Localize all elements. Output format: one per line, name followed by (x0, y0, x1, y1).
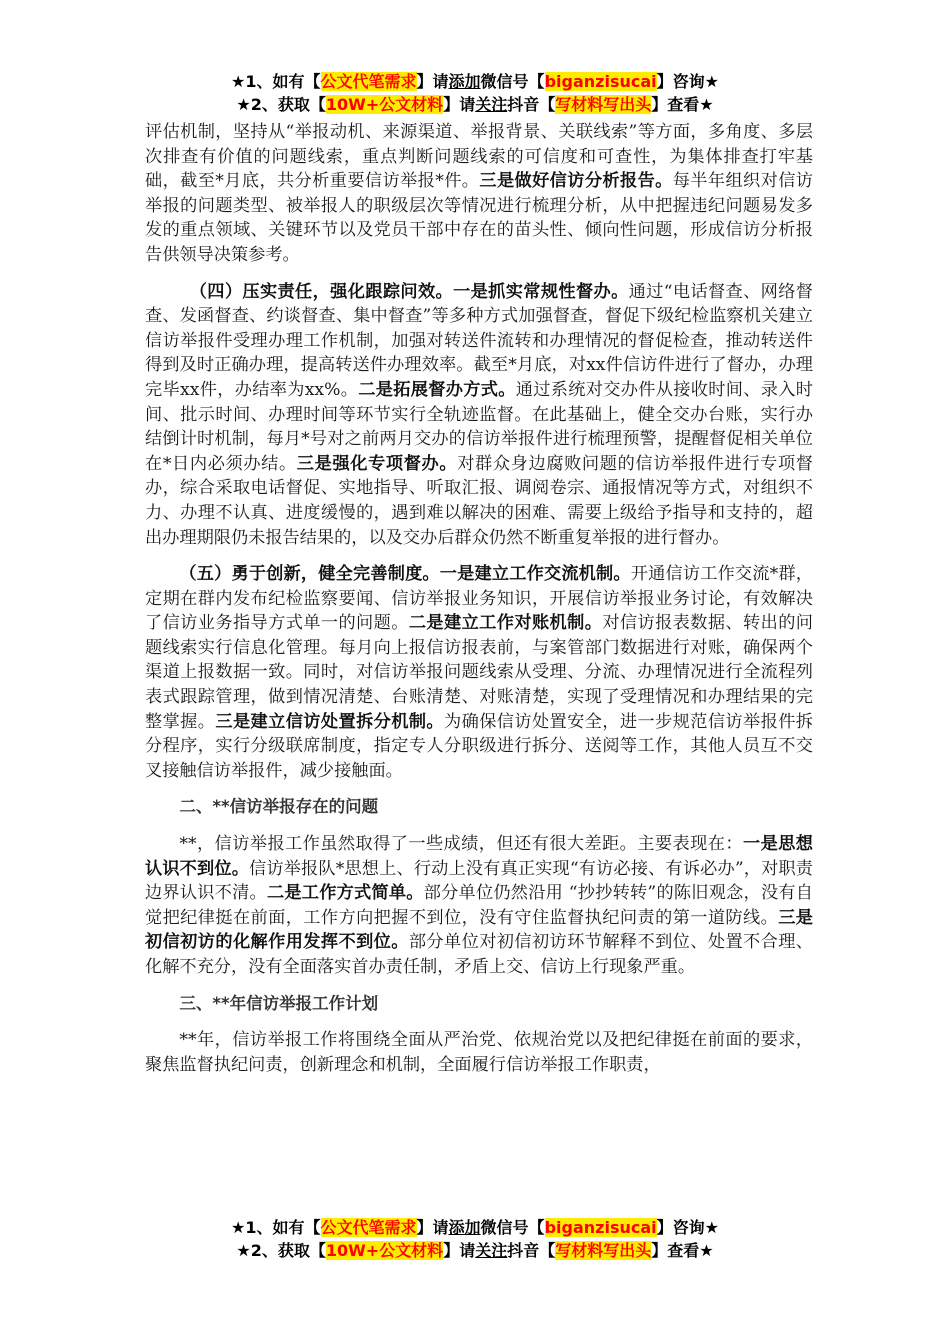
banner-line-2 (0, 93, 950, 116)
paragraph-analysis (145, 120, 813, 268)
bold-lead: 一是建立工作交流机制。 (439, 564, 631, 585)
banner-line-1 (0, 70, 950, 93)
body-text: 对信访报表数据、转出的问题线索实行信息化管理。每月向上报信访报表前，与案管部门数据进行对账，确保两个渠道上报数据一致。同时，对信访举报问题线索从受理、分流、办理情况进行全流程列表式跟踪管理，做到情况清楚、台账清楚、对账清楚，实现了受理情况和办理结果的完整掌握。 (145, 613, 813, 732)
bold-lead: 三是强化专项督办。 (296, 453, 458, 474)
banner-text: 抖音【 (507, 95, 556, 114)
body-text: 对群众身边腐败问题的信访举报件进行专项督办，综合采取电话督促、实地指导、听取汇报、调阅卷宗、通报情况等方式，对组织不力、办理不认真、进度缓慢的，遇到难以解决的困难、需要上级给予指导和支持的，超出办理期限仍未报告结果的，以及交办后群众仍然不断重复举报的进行督办。 (145, 453, 813, 548)
banner-underline: 关注 (475, 95, 508, 114)
banner-underline: 关注 (475, 1241, 508, 1260)
banner-text: 】查看★ (651, 95, 714, 114)
douyin-highlight: 写材料写出头 (555, 95, 652, 114)
banner-text: ★1、如有【 (231, 72, 321, 91)
section-title: 二、**信访举报存在的问题 (179, 797, 379, 817)
body-text: 部分单位仍然沿用 “抄抄转转”的陈旧观念，没有自觉把纪律挺在前面，工作方向把握不到位，没有守住监督执纪问责的第一道防线。 (145, 883, 813, 928)
body-text: 开通信访工作交流*群，定期在群内发布纪检监察要闻、信访举报业务知识，开展信访举报业务讨论，有效解决了信访业务指导方式单一的问题。 (145, 564, 813, 634)
body-text: 部分单位对初信初访环节解释不到位、处置不合理、化解不充分，没有全面落实首办责任制，矛盾上交、信访上行现象严重。 (145, 932, 813, 977)
document-body (145, 120, 813, 1077)
body-text: 通过“电话督查、网络督查、发函督查、约谈督查、集中督查”等多种方式加强督查，督促下级纪检监察机关建立信访举报件受理办理工作机制，加强对转送件流转和办理情况的督促检查，推动转送件得到及时正确办理，提高转送件办理效率。截至*月底，对xx件信访件进行了督办，办理完毕xx件，办结率为xx%。 (145, 281, 813, 400)
bold-lead: 一是思想认识不到位。 (145, 834, 813, 879)
body-text: **，信访举报工作虽然取得了一些成绩，但还有很大差距。主要表现在： (179, 834, 743, 855)
paragraph-plan (145, 1028, 813, 1077)
section-heading: （五）勇于创新，健全完善制度。 (179, 564, 440, 585)
body-text: 评估机制，坚持从“举报动机、来源渠道、举报背景、关联线索”等方面，多角度、多层次排查有价值的问题线索，重点判断问题线索的可信度和可查性，为集体排查打牢基础，截至*月底，共分析重要信访举报*件。 (145, 122, 813, 192)
bold-lead: 二是工作方式简单。 (266, 883, 424, 904)
paragraph-section-4 (145, 280, 813, 551)
paragraph-problems (145, 832, 813, 980)
body-text: 通过系统对交办件从接收时间、录入时间、批示时间、办理时间等环节实行全轨迹监督。在此基础上，健全交办台账，实行办结倒计时机制，每月*号对之前两月交办的信访举报件进行梳理预警，提醒督促相关单位在*日内必须办结。 (145, 379, 813, 474)
wechat-id-highlight: biganzisucai (544, 72, 657, 91)
body-text: **年，信访举报工作将围绕全面从严治党、依规治党以及把纪律挺在前面的要求，聚焦监督执纪问责，创新理念和机制，全面履行信访举报工作职责， (145, 1030, 813, 1075)
banner-text: 】请 (443, 95, 476, 114)
banner-text: 】咨询★ (656, 72, 719, 91)
body-text: 每半年组织对信访举报的问题类型、被举报人的职级层次等情况进行梳理分析，从中把握违纪问题易发多发的重点领域、关键环节以及党员干部中存在的苗头性、倾向性问题，形成信访分析报告供领导决策参考。 (145, 171, 813, 265)
bold-lead: 三是初信初访的化解作用发挥不到位。 (145, 907, 813, 953)
banner-text: 微信号【 (480, 72, 545, 91)
heading-problems (145, 795, 813, 820)
banner-text: 】请 (416, 1218, 449, 1237)
banner-text: ★2、获取【 (236, 1241, 326, 1260)
bold-lead: 三是建立信访处置拆分机制。 (215, 711, 445, 732)
banner-text: 抖音【 (507, 1241, 556, 1260)
header-banner (0, 70, 950, 116)
wechat-id-highlight: biganzisucai (544, 1218, 657, 1237)
banner-text: 微信号【 (480, 1218, 545, 1237)
banner-line-2 (0, 1239, 950, 1262)
banner-underline: 添加 (448, 1218, 481, 1237)
banner-line-1 (0, 1216, 950, 1239)
bold-lead: 二是建立工作对账机制。 (408, 613, 603, 634)
banner-underline: 添加 (448, 72, 481, 91)
banner-highlight: 公文代笔需求 (320, 1218, 417, 1237)
section-heading: （四）压实责任，强化跟踪问效。 (189, 281, 454, 302)
banner-text: ★1、如有【 (231, 1218, 321, 1237)
paragraph-section-5 (145, 562, 813, 783)
banner-text: 】请 (416, 72, 449, 91)
bold-lead: 二是拓展督办方式。 (358, 379, 516, 400)
banner-text: 】请 (443, 1241, 476, 1260)
body-text: 为确保信访处置安全，进一步规范信访举报件拆分程序，实行分级联席制度，指定专人分职级进行拆分、送阅等工作，其他人员互不交叉接触信访举报件，减少接触面。 (145, 711, 813, 781)
bold-lead: 一是抓实常规性督办。 (453, 281, 629, 302)
banner-highlight: 公文代笔需求 (320, 72, 417, 91)
bold-lead: 三是做好信访分析报告。 (479, 171, 673, 192)
footer-banner (0, 1216, 950, 1262)
section-title: 三、**年信访举报工作计划 (179, 993, 379, 1013)
banner-highlight: 10W+公文材料 (325, 1241, 444, 1260)
banner-text: ★2、获取【 (236, 95, 326, 114)
heading-plan (145, 992, 813, 1017)
banner-text: 】咨询★ (656, 1218, 719, 1237)
douyin-highlight: 写材料写出头 (555, 1241, 652, 1260)
body-text: 信访举报队*思想上、行动上没有真正实现“有访必接、有诉必办”，对职责边界认识不清。 (145, 858, 813, 904)
banner-text: 】查看★ (651, 1241, 714, 1260)
banner-highlight: 10W+公文材料 (325, 95, 444, 114)
